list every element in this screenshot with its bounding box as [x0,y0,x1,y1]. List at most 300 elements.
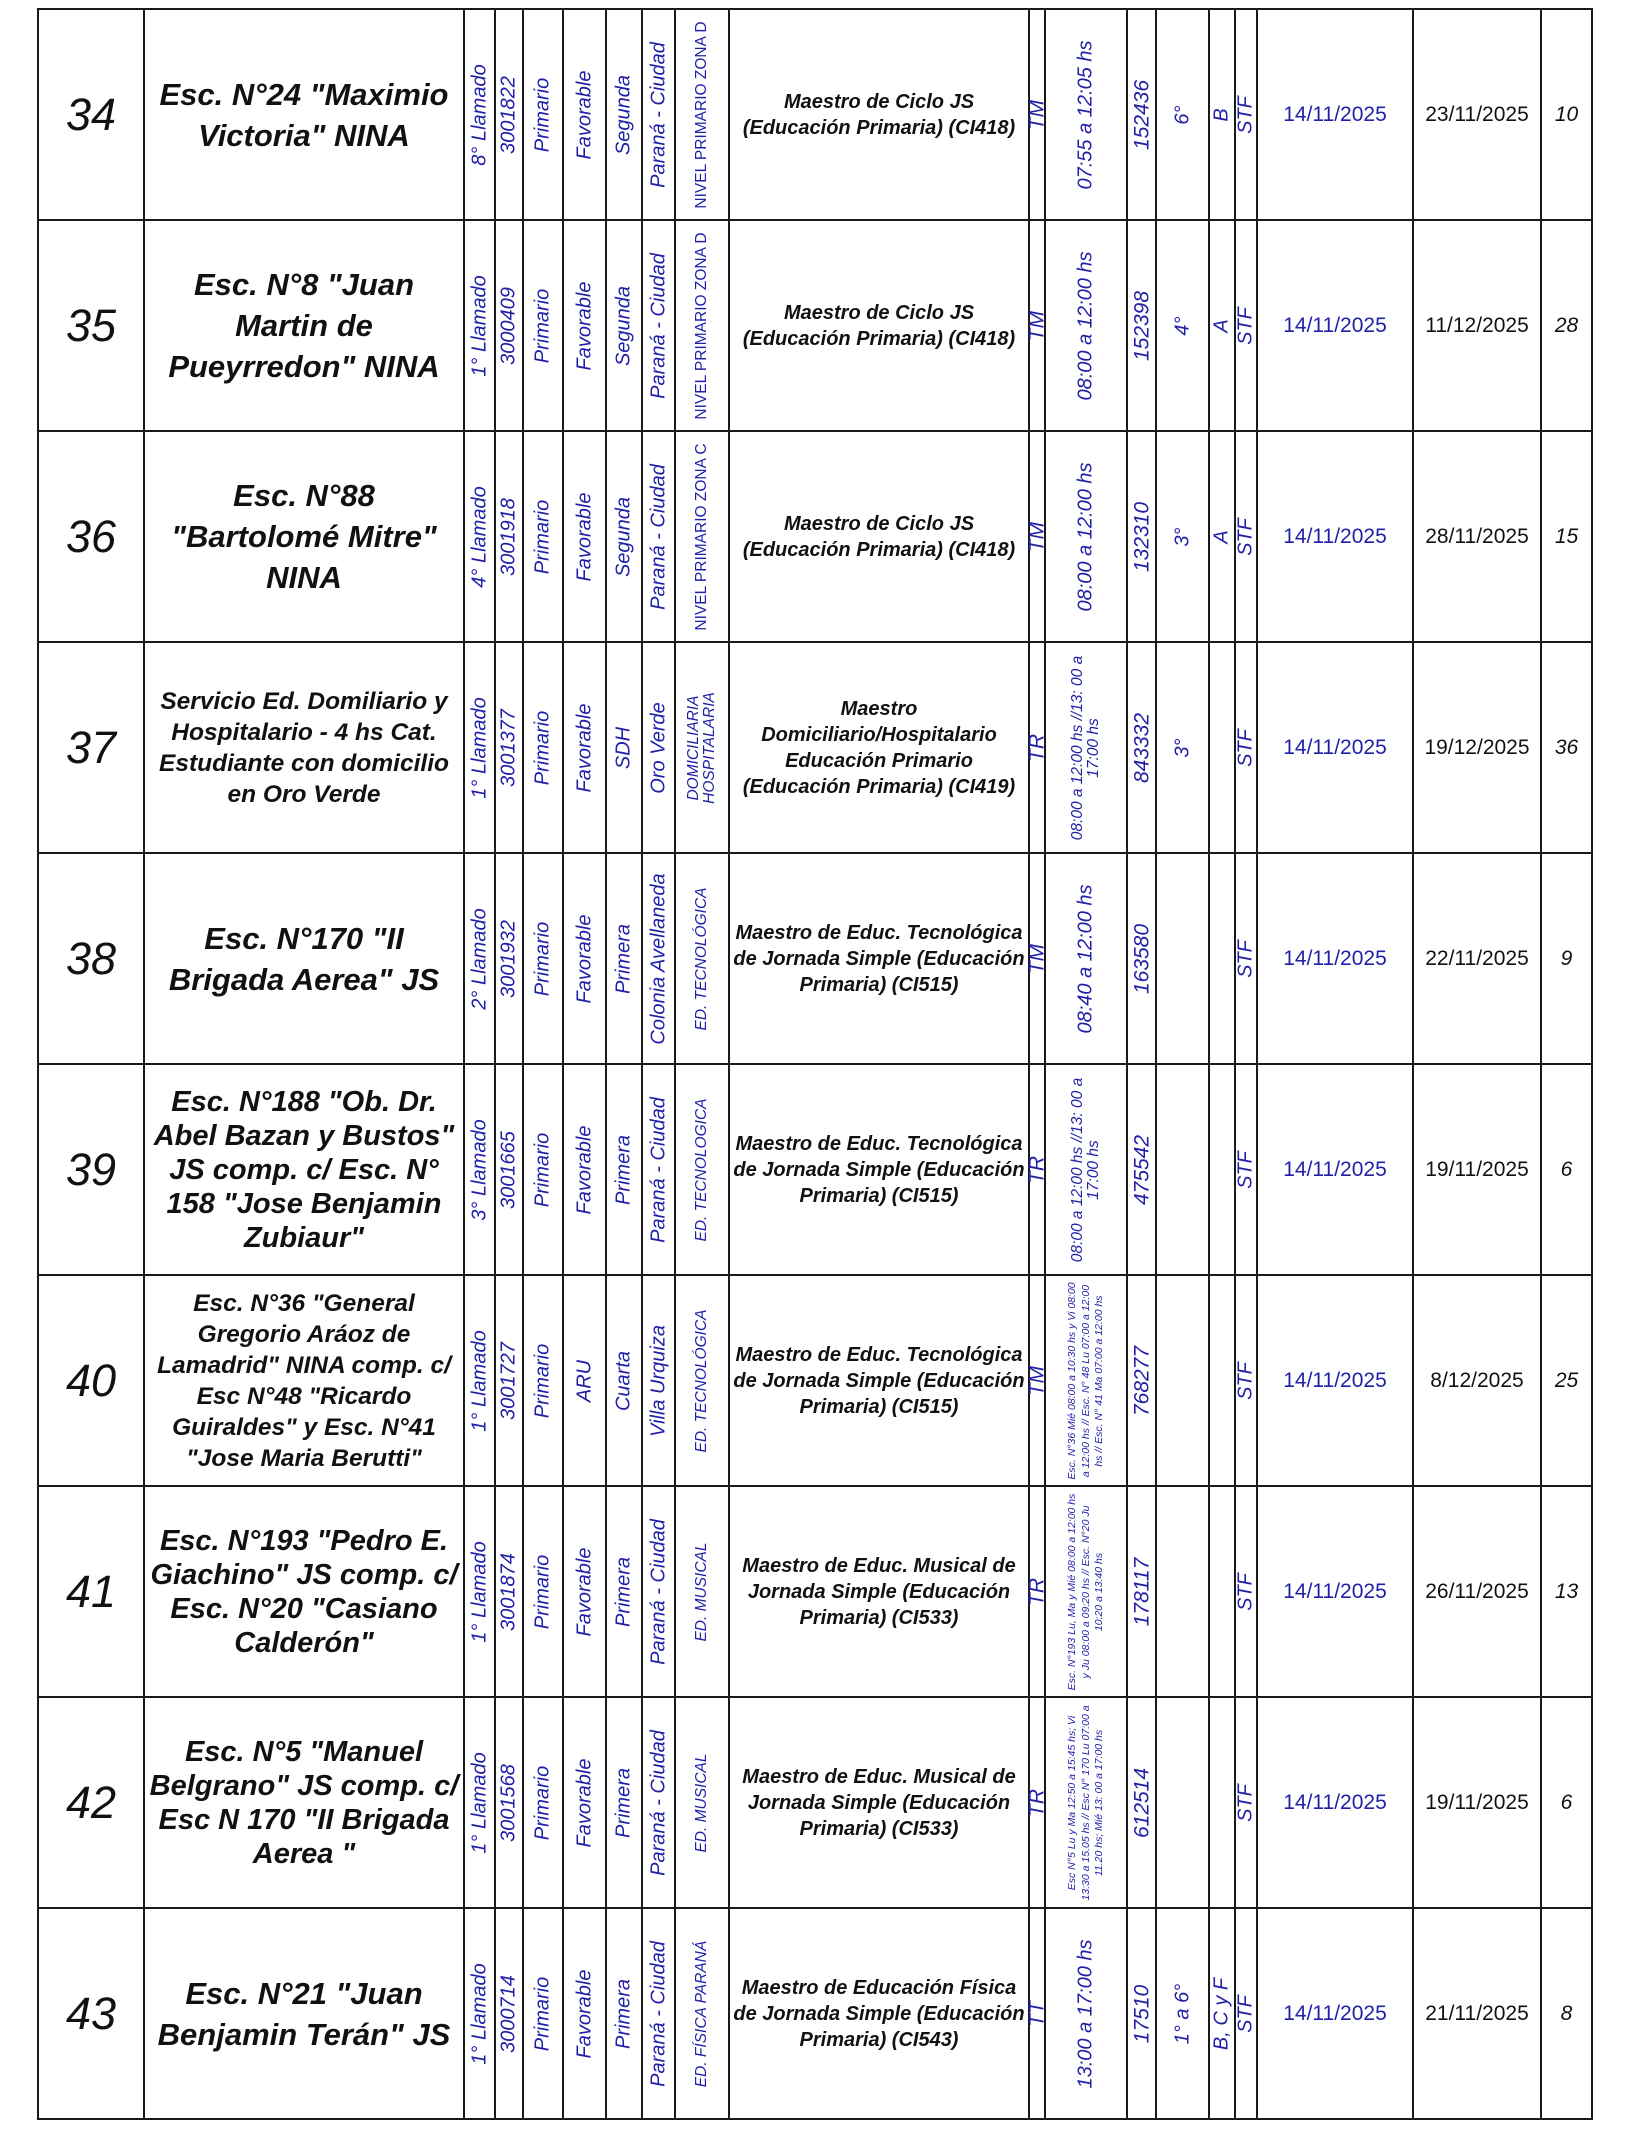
shift: TM [1025,521,1049,552]
area-cell [675,1697,729,1908]
area-cell [675,1486,729,1697]
section-cell [1209,1908,1235,2119]
area: NIVEL PRIMARIO ZONA D [693,231,710,420]
section-cell [1209,1697,1235,1908]
area-cell [675,1275,729,1486]
establishment-code: 3001568 [497,1763,520,1842]
dictamen-cell [563,431,606,642]
cupof-cell [1127,1908,1156,2119]
schedule: Esc. N°36 Mié 08:00 a 10:30 hs y Vi 08:00 a 12:00 hs // Esc. N° 48 Lu 07:00 a 12:00 hs // Esc. N° 41 Ma 07:00 a 12:00 hs [1065,1281,1105,1480]
category: Primera [612,1978,635,2049]
end-date: 19/12/2025 [1413,642,1541,853]
shift-cell [1025,431,1049,642]
row-number: 36 [38,431,144,642]
llamado: 1° Llamado [468,1751,490,1854]
position-title: Maestro de Educ. Musical de Jornada Simple (Educación Primaria) (CI533) [729,1697,1029,1908]
area: ED. TECNOLÓGICA [693,887,710,1030]
establishment-code-cell [495,853,523,1064]
position-title: Maestro de Educ. Tecnológica de Jornada Simple (Educación Primaria) (CI515) [729,1064,1029,1275]
cupof: 768277 [1130,1345,1153,1416]
llamado: 1° Llamado [468,1540,490,1643]
status: STF [1234,1572,1257,1611]
table-row [38,1486,1592,1697]
establishment-code: 3001377 [497,708,520,787]
status: STF [1234,1783,1257,1822]
dictamen-cell [563,642,606,853]
llamado: 1° Llamado [468,696,490,799]
position-title: Maestro de Ciclo JS (Educación Primaria) (CI418) [729,9,1029,220]
establishment-code-cell [495,1697,523,1908]
category: Primera [612,923,635,994]
status-cell [1235,220,1257,431]
level-cell [523,1697,563,1908]
row-number: 38 [38,853,144,1064]
grade-cell [1156,1064,1209,1275]
grade: 1° a 6° [1171,1983,1193,2044]
locality-cell [642,220,675,431]
level: Primario [531,710,554,785]
end-date: 22/11/2025 [1413,853,1541,1064]
end-date: 21/11/2025 [1413,1908,1541,2119]
area: ED. MUSICAL [693,1541,710,1642]
level: Primario [531,288,554,363]
level-cell [523,1275,563,1486]
shift-cell [1025,1908,1049,2119]
llamado-cell [464,1908,495,2119]
status: STF [1234,728,1257,767]
category: Segunda [612,496,635,577]
schedule-cell [1045,9,1127,220]
table-row [38,853,1592,1064]
dictamen-cell [563,853,606,1064]
table-row [38,1064,1592,1275]
section-cell [1209,1064,1235,1275]
dictamen: Favorable [573,914,595,1003]
locality-cell [642,431,675,642]
cupof-cell [1127,1064,1156,1275]
dictamen: Favorable [573,1758,595,1847]
school-name: Esc. N°24 "Maximio Victoria" NINA [144,9,464,220]
establishment-code-cell [495,431,523,642]
locality-cell [642,1908,675,2119]
category: Primera [612,1134,635,1205]
dictamen: Favorable [573,281,595,370]
start-date: 14/11/2025 [1257,1486,1413,1697]
days-count: 9 [1541,853,1592,1064]
cupof: 178117 [1130,1557,1153,1626]
level: Primario [531,1554,554,1629]
locality-cell [642,9,675,220]
llamado-cell [464,1064,495,1275]
area-cell [675,1908,729,2119]
area: DOMICILIARIA HOSPITALARIA [685,691,718,804]
category: Primera [612,1556,635,1627]
table-row [38,9,1592,220]
level-cell [523,9,563,220]
area-cell [675,642,729,853]
level: Primario [531,1132,554,1207]
position-title: Maestro Domiciliario/Hospitalario Educación Primario (Educación Primaria) (CI419) [729,642,1029,853]
level-cell [523,1486,563,1697]
section: B [1210,107,1233,122]
status-cell [1235,1697,1257,1908]
shift-cell [1025,220,1049,431]
schedule-cell [1045,1064,1127,1275]
shift-cell [1025,1064,1049,1275]
schedule-cell [1045,1908,1127,2119]
table-row [38,220,1592,431]
grade-cell [1156,431,1209,642]
position-title: Maestro de Educación Física de Jornada Simple (Educación Primaria) (CI543) [729,1908,1029,2119]
grade-cell [1156,1275,1209,1486]
days-count: 6 [1541,1697,1592,1908]
status: STF [1234,95,1257,134]
dictamen-cell [563,1697,606,1908]
llamado: 4° Llamado [468,485,490,588]
locality-cell [642,1697,675,1908]
category-cell [606,1064,642,1275]
section-cell [1209,1486,1235,1697]
row-number: 35 [38,220,144,431]
locality: Paraná - Ciudad [647,252,669,399]
level: Primario [531,1343,554,1418]
level-cell [523,220,563,431]
locality: Paraná - Ciudad [647,1518,669,1665]
llamado: 1° Llamado [468,274,490,377]
start-date: 14/11/2025 [1257,1697,1413,1908]
llamado: 2° Llamado [468,907,490,1010]
status-cell [1235,1486,1257,1697]
grade: 4° [1171,315,1193,336]
table-row [38,431,1592,642]
status-cell [1235,431,1257,642]
area-cell [675,9,729,220]
section-cell [1209,853,1235,1064]
school-name: Servicio Ed. Domiliario y Hospitalario - 4 hs Cat. Estudiante con domicilio en Oro Verde [144,642,464,853]
establishment-code-cell [495,9,523,220]
dictamen-cell [563,220,606,431]
days-count: 13 [1541,1486,1592,1697]
row-number: 39 [38,1064,144,1275]
category-cell [606,220,642,431]
section-cell [1209,9,1235,220]
start-date: 14/11/2025 [1257,431,1413,642]
establishment-code: 3001665 [497,1130,520,1209]
school-name: Esc. N°170 "II Brigada Aerea" JS [144,853,464,1064]
section-cell [1209,431,1235,642]
schedule: 08:00 a 12:00 hs [1074,461,1097,612]
dictamen-cell [563,1064,606,1275]
dictamen: Favorable [573,1547,595,1636]
establishment-code-cell [495,1908,523,2119]
status-cell [1235,1275,1257,1486]
locality: Paraná - Ciudad [647,463,669,610]
level: Primario [531,1765,554,1840]
cupof: 163580 [1130,923,1153,994]
schedule-cell [1045,1275,1127,1486]
start-date: 14/11/2025 [1257,642,1413,853]
shift: TM [1025,99,1049,130]
shift-cell [1025,1486,1049,1697]
end-date: 19/11/2025 [1413,1064,1541,1275]
establishment-code-cell [495,642,523,853]
row-number: 41 [38,1486,144,1697]
dictamen: Favorable [573,70,595,159]
days-count: 15 [1541,431,1592,642]
llamado: 3° Llamado [468,1118,490,1221]
shift-cell [1025,1697,1049,1908]
level: Primario [531,921,554,996]
position-title: Maestro de Ciclo JS (Educación Primaria) (CI418) [729,220,1029,431]
row-number: 40 [38,1275,144,1486]
days-count: 6 [1541,1064,1592,1275]
shift: TR [1025,1788,1049,1817]
start-date: 14/11/2025 [1257,1908,1413,2119]
status: STF [1234,939,1257,978]
cupof: 152436 [1130,79,1153,150]
table-row [38,1275,1592,1486]
table-row [38,642,1592,853]
start-date: 14/11/2025 [1257,1275,1413,1486]
status-cell [1235,1908,1257,2119]
schedule: 08:00 a 12:00 hs //13: 00 a 17:00 hs [1069,655,1102,840]
llamado-cell [464,1275,495,1486]
schedule: 08:00 a 12:00 hs //13: 00 a 17:00 hs [1069,1077,1102,1262]
llamado: 1° Llamado [468,1329,490,1432]
locality: Oro Verde [647,701,669,794]
school-name: Esc. N°193 "Pedro E. Giachino" JS comp. c/ Esc. N°20 "Casiano Calderón" [144,1486,464,1697]
area: ED. TECNOLÓGICA [693,1309,710,1452]
schedule: 13:00 a 17:00 hs [1074,1938,1097,2089]
end-date: 28/11/2025 [1413,431,1541,642]
llamado-cell [464,431,495,642]
table-row [38,1697,1592,1908]
end-date: 8/12/2025 [1413,1275,1541,1486]
grade-cell [1156,642,1209,853]
cupof: 612514 [1130,1767,1153,1838]
category: Segunda [612,285,635,366]
schedule-cell [1045,1697,1127,1908]
locality-cell [642,1064,675,1275]
establishment-code-cell [495,1064,523,1275]
school-name: Esc. N°5 "Manuel Belgrano" JS comp. c/ Esc N 170 "II Brigada Aerea " [144,1697,464,1908]
school-name: Esc. N°36 "General Gregorio Aráoz de Lamadrid" NINA comp. c/ Esc N°48 "Ricardo Guiraldes" y Esc. N°41 "Jose Maria Berutti" [144,1275,464,1486]
school-name: Esc. N°8 "Juan Martin de Pueyrredon" NINA [144,220,464,431]
category-cell [606,853,642,1064]
establishment-code-cell [495,1486,523,1697]
section-cell [1209,642,1235,853]
cupof: 475542 [1130,1134,1153,1205]
school-name: Esc. N°21 "Juan Benjamin Terán" JS [144,1908,464,2119]
area: NIVEL PRIMARIO ZONA D [693,20,710,209]
category: Segunda [612,74,635,155]
section: A [1210,318,1233,333]
level-cell [523,1908,563,2119]
dictamen: Favorable [573,703,595,792]
category: Cuarta [612,1350,635,1411]
row-number: 42 [38,1697,144,1908]
establishment-code: 3001932 [497,919,520,998]
start-date: 14/11/2025 [1257,9,1413,220]
start-date: 14/11/2025 [1257,220,1413,431]
shift-cell [1025,853,1049,1064]
schedule: Esc. N°193 Lu, Ma y Mié 08:00 a 12:00 hs y Ju 08:00 a 09:20 hs // Esc. N°20 Ju 10:20 a 13:40 hs [1065,1493,1105,1690]
cupof: 152398 [1130,290,1153,361]
cupof-cell [1127,9,1156,220]
shift: TR [1025,1155,1049,1184]
shift: TR [1025,1577,1049,1606]
grade-cell [1156,1697,1209,1908]
status: STF [1234,1994,1257,2033]
schedule-cell [1045,642,1127,853]
row-number: 37 [38,642,144,853]
dictamen-cell [563,1908,606,2119]
establishment-code: 3001918 [497,497,520,576]
locality: Paraná - Ciudad [647,1940,669,2087]
row-number: 34 [38,9,144,220]
dictamen: Favorable [573,492,595,581]
grade-cell [1156,1908,1209,2119]
grade-cell [1156,1486,1209,1697]
locality-cell [642,853,675,1064]
shift: TM [1025,943,1049,974]
dictamen: Favorable [573,1125,595,1214]
cupof-cell [1127,853,1156,1064]
locality-cell [642,1275,675,1486]
establishment-code: 3000714 [497,1974,520,2053]
category-cell [606,1697,642,1908]
locality-cell [642,1486,675,1697]
schedule: Esc N°5 Lu y Ma 12:50 a 15:45 hs; Vi 13:30 a 15.05 hs // Esc N° 170 Lu 07:00 a 11.20 hs; Mié 13: 00 a 17:00 hs [1065,1704,1105,1901]
grade-cell [1156,9,1209,220]
grade: 3° [1171,526,1193,547]
shift: TM [1025,1365,1049,1396]
vacancies-table [37,8,1593,2120]
level-cell [523,431,563,642]
establishment-code-cell [495,220,523,431]
table-body [38,9,1592,2119]
locality: Paraná - Ciudad [647,1096,669,1243]
area-cell [675,220,729,431]
category: SDH [612,726,635,769]
shift-cell [1025,1275,1049,1486]
status-cell [1235,9,1257,220]
establishment-code: 3001874 [497,1552,520,1631]
cupof-cell [1127,1275,1156,1486]
position-title: Maestro de Ciclo JS (Educación Primaria) (CI418) [729,431,1029,642]
category-cell [606,642,642,853]
end-date: 19/11/2025 [1413,1697,1541,1908]
llamado-cell [464,9,495,220]
cupof-cell [1127,220,1156,431]
days-count: 28 [1541,220,1592,431]
grade-cell [1156,853,1209,1064]
status-cell [1235,1064,1257,1275]
llamado-cell [464,1697,495,1908]
area: NIVEL PRIMARIO ZONA C [693,442,710,631]
status: STF [1234,517,1257,556]
llamado-cell [464,853,495,1064]
schedule-cell [1045,853,1127,1064]
area-cell [675,431,729,642]
school-name: Esc. N°88 "Bartolomé Mitre" NINA [144,431,464,642]
dictamen: Favorable [573,1969,595,2058]
position-title: Maestro de Educ. Tecnológica de Jornada Simple (Educación Primaria) (CI515) [729,1275,1029,1486]
days-count: 8 [1541,1908,1592,2119]
table-row [38,1908,1592,2119]
llamado: 8° Llamado [468,63,490,166]
schedule: 07:55 a 12:05 hs [1074,39,1097,190]
school-name: Esc. N°188 "Ob. Dr. Abel Bazan y Bustos" JS comp. c/ Esc. N° 158 "Jose Benjamin Zubiaur" [144,1064,464,1275]
grade: 3° [1171,737,1193,758]
days-count: 10 [1541,9,1592,220]
area-cell [675,853,729,1064]
dictamen-cell [563,9,606,220]
end-date: 23/11/2025 [1413,9,1541,220]
category-cell [606,1908,642,2119]
establishment-code: 3001822 [497,75,520,154]
cupof-cell [1127,1697,1156,1908]
category-cell [606,431,642,642]
locality-cell [642,642,675,853]
locality: Colonia Avellaneda [647,872,669,1045]
locality: Paraná - Ciudad [647,1729,669,1876]
llamado-cell [464,642,495,853]
row-number: 43 [38,1908,144,2119]
cupof-cell [1127,431,1156,642]
area: ED. TECNOLOGICA [693,1098,710,1241]
area: ED. FÍSICA PARANÁ [693,1940,710,2087]
section-cell [1209,1275,1235,1486]
schedule-cell [1045,220,1127,431]
position-title: Maestro de Educ. Musical de Jornada Simple (Educación Primaria) (CI533) [729,1486,1029,1697]
shift-cell [1025,642,1049,853]
category-cell [606,9,642,220]
status-cell [1235,642,1257,853]
cupof: 132310 [1130,501,1153,572]
shift: TT [1025,2000,1049,2027]
area: ED. MUSICAL [693,1752,710,1853]
start-date: 14/11/2025 [1257,853,1413,1064]
category-cell [606,1275,642,1486]
cupof: 17510 [1130,1984,1153,2043]
end-date: 11/12/2025 [1413,220,1541,431]
level-cell [523,1064,563,1275]
level-cell [523,853,563,1064]
establishment-code: 3000409 [497,286,520,365]
locality: Villa Urquiza [647,1324,669,1437]
status: STF [1234,1150,1257,1189]
shift: TR [1025,733,1049,762]
section: B, C y F [1210,1977,1233,2050]
position-title: Maestro de Educ. Tecnológica de Jornada Simple (Educación Primaria) (CI515) [729,853,1029,1064]
level: Primario [531,1976,554,2051]
dictamen-cell [563,1486,606,1697]
cupof: 843332 [1130,712,1153,783]
dictamen: ARU [573,1359,595,1402]
section: A [1210,529,1233,544]
level-cell [523,642,563,853]
llamado-cell [464,220,495,431]
grade: 6° [1171,104,1193,125]
establishment-code: 3001727 [497,1341,520,1420]
days-count: 25 [1541,1275,1592,1486]
schedule-cell [1045,431,1127,642]
grade-cell [1156,220,1209,431]
locality: Paraná - Ciudad [647,41,669,188]
area-cell [675,1064,729,1275]
status-cell [1235,853,1257,1064]
